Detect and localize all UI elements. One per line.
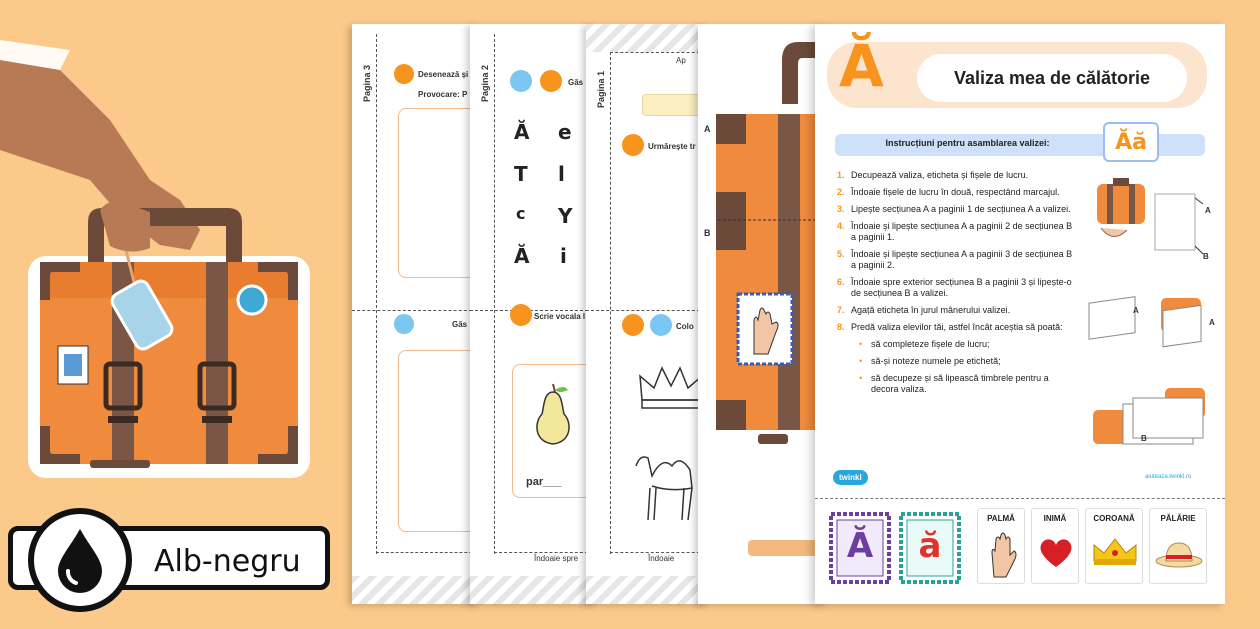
bullet-item: • să decupeze și să lipească timbrele pentru a decora valiza. [859, 373, 1049, 394]
diagram-label: A [1133, 306, 1139, 315]
valise-template [698, 24, 828, 604]
activity-heading: Provocare: P [418, 90, 468, 99]
fold-note: Îndoaie [648, 554, 675, 563]
letter: i [560, 244, 567, 268]
step-item: 2. Îndoaie fișele de lucru în două, respectând marcajul. [837, 187, 1060, 197]
letter: Y [558, 204, 573, 228]
hand-icon [986, 529, 1018, 579]
letter-logo: Ăă [1103, 122, 1159, 162]
letter: Ă [514, 120, 530, 144]
stamp-letter: Ă [846, 526, 874, 566]
picture-card-palarie: PĂLĂRIE [1149, 508, 1207, 584]
letter: c [516, 204, 526, 223]
picture-card-palma: PALMĂ [977, 508, 1025, 584]
diagram-label: A [1205, 206, 1211, 215]
step-item: 7. Agață eticheta în jurul mânerului valizei. [837, 305, 1011, 315]
picture-card-coroana: COROANĂ [1085, 508, 1143, 584]
diagram-label: B [1141, 434, 1147, 443]
instructions-sheet [815, 24, 1225, 604]
pencil-icon [510, 304, 532, 326]
pencil-icon [622, 314, 644, 336]
twinkl-logo: twinkl [833, 470, 868, 485]
crown-icon [636, 364, 706, 414]
section-marker: A [704, 124, 711, 134]
page-top-label: Ap [676, 56, 686, 65]
instructions-bar [835, 129, 1205, 156]
monster-icon [510, 70, 532, 92]
color-mode-badge [8, 508, 330, 612]
activity-heading: Scrie vocala l [534, 312, 586, 321]
worksheet-page-2 [470, 24, 598, 604]
page-label: Pagina 2 [480, 64, 490, 102]
instruction-steps [837, 170, 1077, 401]
stamp-letter: ă [918, 526, 942, 566]
letter: e [558, 120, 572, 144]
bullet-item: • să completeze fișele de lucru; [859, 339, 990, 349]
camel-icon [626, 436, 706, 526]
word-blank: par___ [526, 476, 562, 488]
letter-mascot: Ă [839, 32, 884, 100]
suitcase-illustration [0, 0, 340, 500]
step-item: 4. Îndoaie și lipește secțiunea A a paginii 2 de secțiunea B a paginii 1. [837, 221, 1073, 242]
hat-icon [1154, 539, 1204, 569]
title-box [642, 94, 706, 116]
valise-drawing [698, 24, 828, 604]
section-marker: B [704, 228, 711, 238]
buckle-bar [108, 416, 138, 423]
pencil-icon [394, 64, 414, 84]
letter: Ă [514, 244, 530, 268]
step-item: 6. Îndoaie spre exterior secțiunea B a paginii 3 și lipește-o de secțiunea B a valizei. [837, 277, 1072, 298]
diagram-label: A [1209, 318, 1215, 327]
activity-heading: Colo [676, 322, 694, 331]
pear-icon [528, 380, 578, 450]
footer-url: aiuteaza.twinkl.ro [1145, 474, 1192, 480]
page-label: Pagina 3 [362, 64, 372, 102]
worksheet-page-1 [586, 24, 710, 604]
assembly-diagram [1083, 174, 1223, 454]
badge-label: Alb-negru [154, 544, 301, 579]
earth-sticker [238, 286, 266, 314]
cut-line [815, 498, 1225, 499]
buckle-bar [202, 416, 232, 423]
step-item: 1. Decupează valiza, eticheta și fișele de lucru. [837, 170, 1029, 180]
monster-icon [394, 314, 414, 334]
step-item: 3. Lipește secțiunea A a paginii 1 de secțiunea A a valizei. [837, 204, 1071, 214]
activity-heading: Desenează și [418, 70, 469, 79]
fold-note: Îndoaie spre [534, 554, 579, 563]
worksheet-page-3 [352, 24, 482, 604]
picture-card-inima: INIMĂ [1031, 508, 1079, 584]
monster-icon [650, 314, 672, 336]
step-item: 5. Îndoaie și lipește secțiunea A a paginii 3 de secțiunea B a paginii 2. [837, 249, 1073, 270]
pencil-icon [622, 134, 644, 156]
page-title: Valiza mea de călătorie [917, 54, 1187, 102]
ink-drop-icon [28, 508, 132, 612]
letter: l [558, 162, 565, 186]
crown-icon [1092, 537, 1138, 567]
letter: T [514, 162, 528, 186]
activity-heading: Găs [452, 320, 468, 329]
activity-heading: Găs [568, 78, 584, 87]
page-label: Pagina 1 [596, 70, 606, 108]
bullet-item: • să-și noteze numele pe etichetă; [859, 356, 1001, 366]
activity-heading: Urmărește tr [648, 142, 696, 151]
letter-stamp [899, 512, 961, 584]
suitcase-foot [90, 460, 150, 468]
letter-stamp [829, 512, 891, 584]
step-item: 8. Predă valiza elevilor tăi, astfel încât aceștia să poată: [837, 322, 1063, 332]
pencil-icon [540, 70, 562, 92]
book-sticker-art [64, 354, 82, 376]
heart-icon [1038, 535, 1074, 569]
instructions-title: Instrucțiuni pentru asamblarea valizei: [885, 138, 1050, 148]
diagram-label: B [1203, 252, 1209, 261]
